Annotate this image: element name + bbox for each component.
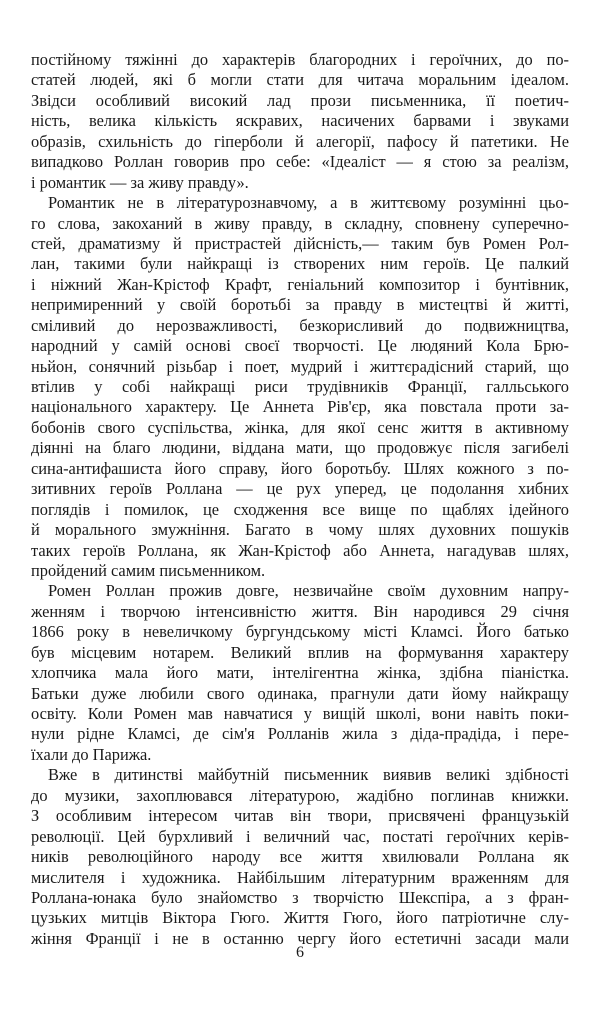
text-line: освіту. Коли Ромен мав навчатися у вищій школі, вони навіть поки-	[31, 704, 569, 723]
text-line: до музики, захоплювався літературою, жадібно поглинав книжки.	[31, 785, 569, 805]
text-line: Роллана-юнака було знайомство з творчістю Шекспіра, а з фран-	[31, 887, 569, 907]
text-line: Батьки дуже любили свого одинака, прагнули дати йому найкращу	[31, 683, 569, 703]
text-line: їхали до Парижа.	[31, 744, 152, 764]
text-line: нули рідне Кламсі, де сім'я Ролланів жила з діда-прадіда, і пере-	[31, 724, 569, 744]
text-line: втілив у собі найкращі риси трудівників Франції, галльського	[31, 377, 569, 396]
text-line: діянні на благо людини, віддана мати, що продовжує після загибелі	[31, 438, 569, 458]
text-line: З особливим інтересом читав він твори, присвячені французькій	[31, 806, 569, 826]
text-line: Вже в дитинстві майбутній письменник виявив великі здібності	[48, 765, 569, 785]
page-text	[31, 50, 569, 949]
text-line: Романтик не в літературознавчому, а в життєвому розумінні цьо-	[48, 193, 569, 213]
text-line: 1866 року в невеличкому бургундському місті Кламсі. Його батько	[31, 622, 569, 642]
text-line: випадково Роллан говорив про себе: «Ідеаліст — я стою за реалізм,	[31, 152, 569, 172]
text-line: народний у самій основі своєї творчості. Це людяний Кола Брю-	[31, 336, 569, 356]
text-line: таких героїв Роллана, як Жан-Крістоф або Аннета, нагадував шлях,	[31, 540, 569, 560]
text-line: Ромен Роллан прожив довге, незвичайне своїм духовним напру-	[48, 581, 569, 601]
text-line: ність, велика кількість яскравих, насичених барвами і звуками	[31, 111, 569, 131]
text-line: лан, такими були найкращі із створених ним героїв. Це палкий	[31, 254, 569, 274]
text-line: був місцевим нотарем. Великий вплив на формування характеру	[31, 642, 569, 662]
text-line: женням і творчою інтенсивністю життя. Він народився 29 січня	[31, 601, 569, 621]
text-line: ників революційного народу все життя хвилювали Роллана як	[31, 847, 569, 867]
paragraph	[31, 581, 569, 765]
text-line: го слова, закоханий в живу правду, в складну, сповнену суперечно-	[31, 213, 569, 233]
text-line: і романтик — за живу правду».	[31, 172, 249, 192]
paragraph	[31, 765, 569, 949]
text-line: національного характеру. Це Аннета Рів'єр, яка повстала проти за-	[31, 397, 569, 417]
text-line: бобонів свого суспільства, жінка, для якої сенс життя в активному	[31, 417, 569, 437]
text-line: і ніжний Жан-Крістоф Крафт, геніальний композитор і бунтівник,	[31, 274, 569, 294]
text-line: зитивних героїв Роллана — це рух уперед, це подолання хибних	[31, 479, 569, 499]
text-line: й морального змужніння. Багато в чому шлях духовних пошуків	[31, 520, 569, 540]
text-line: хлопчика мала його мати, інтелігентна жінка, здібна піаністка.	[31, 663, 569, 683]
text-line: жіння Франції і не в останню чергу його естетичні засади мали	[31, 928, 569, 948]
text-line: поглядів і помилок, це сходження все вище по щаблях ідейного	[31, 499, 569, 519]
text-line: цузьких митців Віктора Гюго. Життя Гюго, його патріотичне слу-	[31, 908, 569, 928]
paragraph	[31, 50, 569, 193]
text-line: непримиренний у своїй боротьбі за правду в мистецтві й житті,	[31, 295, 569, 315]
text-line: ньйон, сонячний різьбар і поет, мудрий і життєрадісний старий, що	[31, 356, 569, 376]
text-line: мислителя і художника. Найбільшим літературним враженням для	[31, 867, 569, 887]
text-line: образів, схильність до гіперболи й алегорії, пафосу й патетики. Не	[31, 131, 569, 151]
text-line: сина-антифашиста його справу, його боротьбу. Шлях кожного з по-	[31, 458, 569, 478]
text-line: пройдений самим письменником.	[31, 560, 266, 580]
text-line: постійному тяжінні до характерів благородних і героїчних, до по-	[31, 50, 569, 69]
text-line: революції. Цей бурхливий і величний час, постаті героїчних керів-	[31, 826, 569, 846]
text-line: сміливий до нерозважливості, безкорисливий до подвижництва,	[31, 315, 569, 335]
text-line: стей, драматизму й пристрастей дійсність,— таким був Ромен Рол-	[31, 233, 569, 253]
paragraph	[31, 193, 569, 581]
text-line: Звідси особливий високий лад прози письменника, її поетич-	[31, 90, 569, 110]
page-number: 6	[296, 944, 304, 961]
text-line: статей людей, які б могли стати для читача моральним ідеалом.	[31, 70, 569, 90]
